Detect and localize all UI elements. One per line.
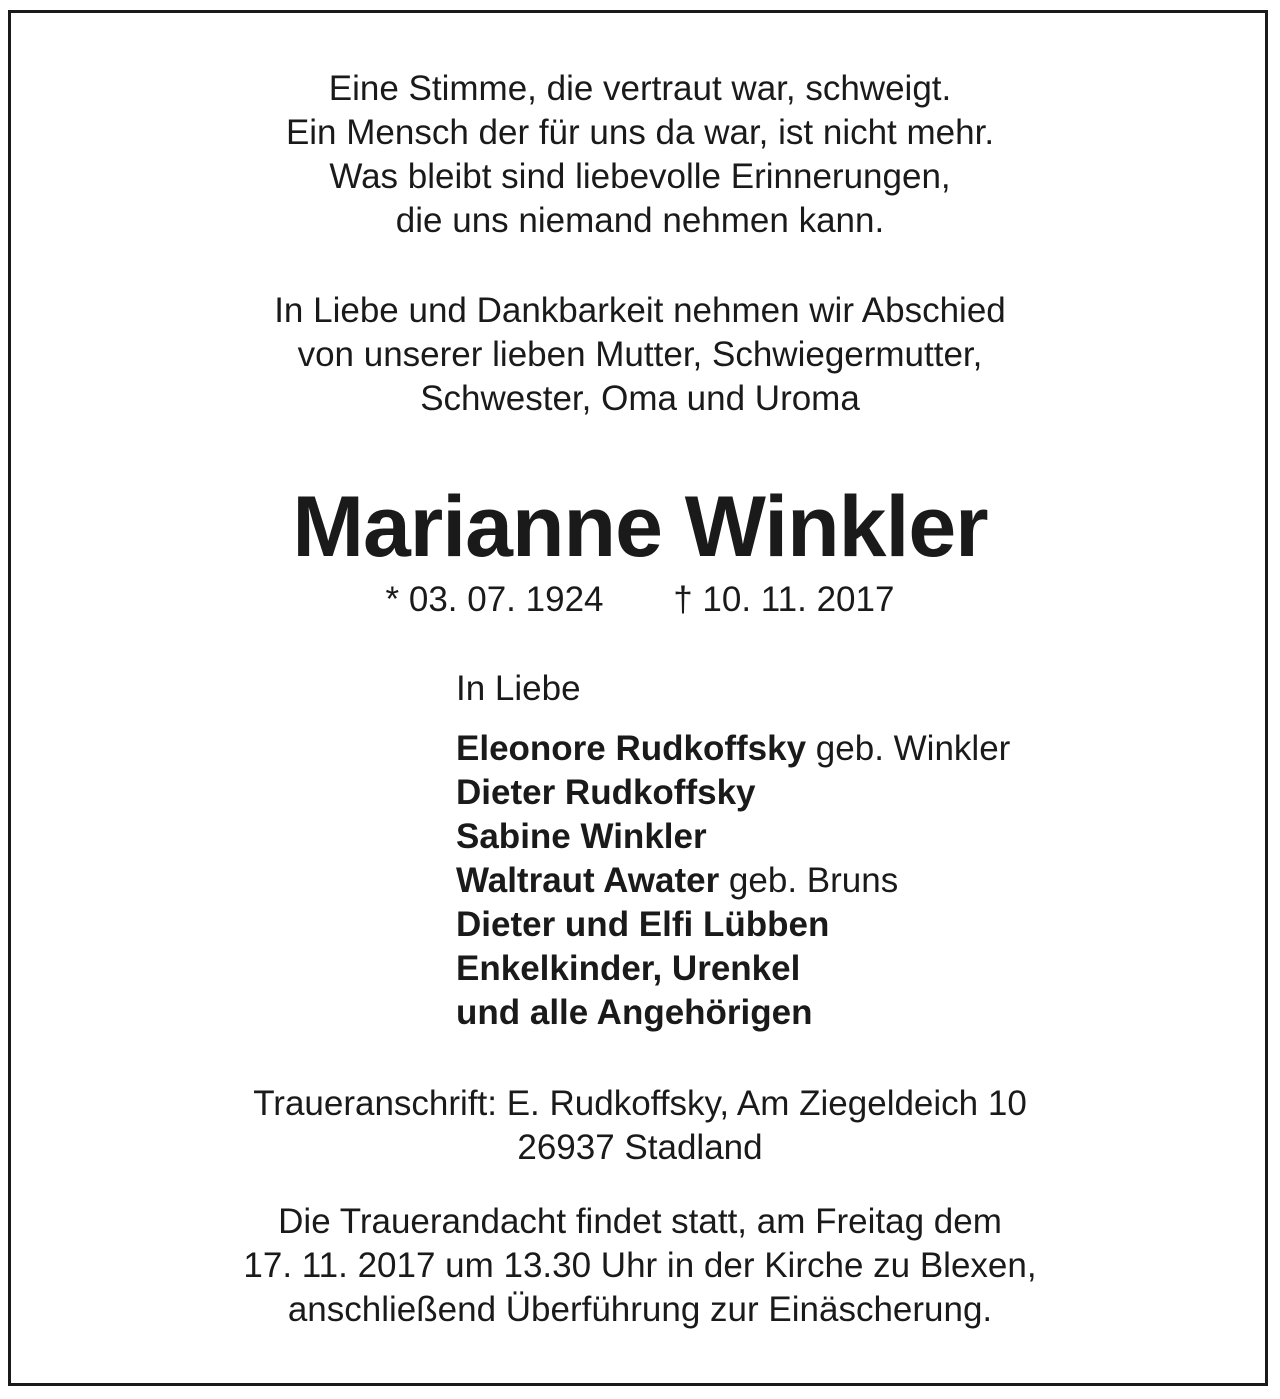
mourner-row bbox=[456, 771, 1010, 815]
mourner-name: Sabine Winkler bbox=[456, 817, 707, 856]
mourner-row bbox=[456, 903, 1010, 947]
intro-line: Schwester, Oma und Uroma bbox=[420, 379, 860, 418]
verse-line: Eine Stimme, die vertraut war, schweigt. bbox=[328, 69, 952, 108]
intro-line: In Liebe und Dankbarkeit nehmen wir Abschied bbox=[274, 291, 1006, 330]
address-line: 26937 Stadland bbox=[517, 1128, 763, 1167]
mourners-list bbox=[456, 667, 1010, 1035]
mourner-name: Waltraut Awater bbox=[456, 861, 720, 900]
death-date: † 10. 11. 2017 bbox=[673, 580, 895, 619]
mourner-name: Enkelkinder, Urenkel bbox=[456, 949, 801, 988]
verse-line: die uns niemand nehmen kann. bbox=[395, 201, 885, 240]
service-notice bbox=[0, 1200, 1280, 1332]
mourner-row bbox=[456, 859, 1010, 903]
deceased-name: Marianne Winkler bbox=[292, 479, 988, 575]
service-line: 17. 11. 2017 um 13.30 Uhr in der Kirche zu Blexen, bbox=[243, 1246, 1037, 1285]
intro-line: von unserer lieben Mutter, Schwiegermutter, bbox=[297, 335, 983, 374]
service-line: anschließend Überführung zur Einäscherung. bbox=[287, 1290, 993, 1329]
mourner-name: Dieter und Elfi Lübben bbox=[456, 905, 830, 944]
mourner-name: Eleonore Rudkoffsky bbox=[456, 729, 807, 768]
verse-line: Ein Mensch der für uns da war, ist nicht mehr. bbox=[285, 113, 995, 152]
mourner-row bbox=[456, 727, 1010, 771]
mourner-note: geb. Winkler bbox=[806, 729, 1011, 768]
life-dates bbox=[0, 578, 1280, 622]
memorial-verse bbox=[0, 67, 1280, 243]
mourner-note: geb. Bruns bbox=[719, 861, 899, 900]
mourner-name: Dieter Rudkoffsky bbox=[456, 773, 756, 812]
verse-line: Was bleibt sind liebevolle Erinnerungen, bbox=[329, 157, 951, 196]
in-love-label: In Liebe bbox=[456, 669, 581, 708]
mourner-row bbox=[456, 947, 1010, 991]
mourner-row bbox=[456, 991, 1010, 1035]
mourner-name: und alle Angehörigen bbox=[456, 993, 813, 1032]
birth-date: * 03. 07. 1924 bbox=[385, 580, 604, 619]
mourner-row bbox=[456, 815, 1010, 859]
service-line: Die Trauerandacht findet statt, am Freitag dem bbox=[278, 1202, 1002, 1241]
farewell-intro bbox=[0, 289, 1280, 421]
address-line: Traueranschrift: E. Rudkoffsky, Am Ziegeldeich 10 bbox=[253, 1084, 1027, 1123]
mourning-address bbox=[0, 1082, 1280, 1170]
